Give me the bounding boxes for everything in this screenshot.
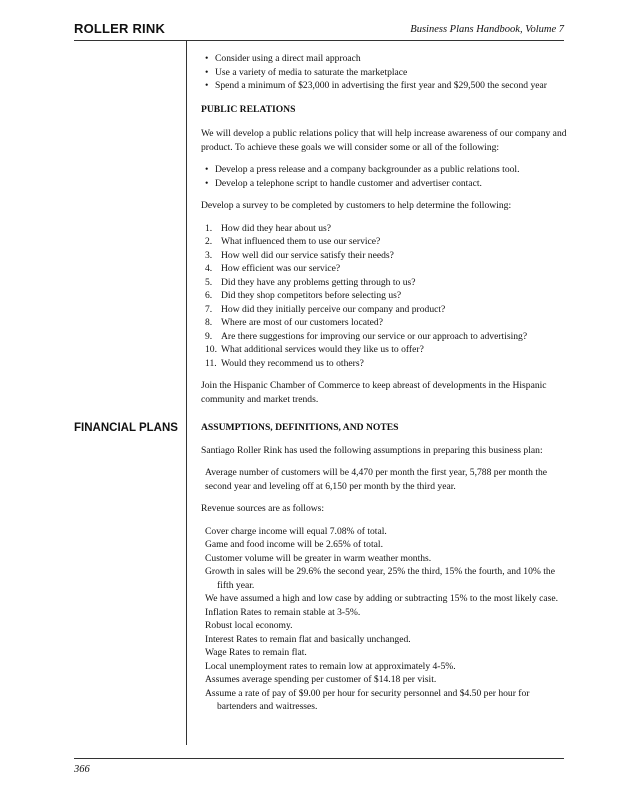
survey-intro: Develop a survey to be completed by customers to help determine the following: [201,200,512,211]
assumption-list [201,525,571,714]
list-item: • Consider using a direct mail approach [201,52,571,66]
list-item: Game and food income will be 2.65% of total. [205,539,383,550]
list-item [201,276,571,290]
list-number: 3. [205,249,213,261]
column-divider [186,40,187,745]
list-item: Growth in sales will be 29.6% the second year, 25% the third, 15% the fourth, and 10% the fifth year. [205,566,555,591]
list-text: What influenced them to use our service? [221,236,381,247]
list-number: 4. [205,263,213,274]
list-item: Assume a rate of pay of $9.00 per hour for security personnel and $4.50 per hour for bartenders and waitresses. [205,687,530,712]
revenue-intro: Revenue sources are as follows: [201,503,325,514]
list-item [201,289,571,303]
list-item: Customer volume will be greater in warm weather months. [205,552,432,564]
list-item: • Develop a telephone script to handle customer and advertiser contact. [201,177,571,191]
list-number: 1. [205,222,213,234]
list-item [201,235,571,249]
list-item [201,249,571,263]
main-column-financial [201,421,571,714]
list-text: What additional services would they like us to offer? [221,344,424,355]
list-text: Did they have any problems getting through to us? [221,276,416,288]
list-item [201,316,571,330]
list-item: Local unemployment rates to remain low at approximately 4-5%. [205,660,456,672]
list-text: Would they recommend us to others? [221,357,364,369]
public-relations-closing: Join the Hispanic Chamber of Commerce to keep abreast of developments in the Hispanic community and market trends. [201,380,547,405]
public-relations-heading: PUBLIC RELATIONS [201,103,296,115]
list-item [201,262,571,276]
list-number: 2. [205,236,213,247]
main-column-top [201,52,571,406]
public-relations-intro: We will develop a public relations policy that will help increase awareness of our company and product. To achieve these goals we will consider some or all of the following: [201,128,567,153]
list-item: Wage Rates to remain flat. [205,647,307,658]
list-item [201,222,571,236]
list-item: Assumes average spending per customer of $14.18 per visit. [205,674,437,685]
running-header-title: ROLLER RINK [74,21,166,36]
list-item: Cover charge income will equal 7.08% of total. [205,525,387,537]
list-item: Interest Rates to remain flat and basically unchanged. [205,633,411,645]
list-item: • Spend a minimum of $23,000 in advertising the first year and $29,500 the second year [201,79,571,93]
public-relations-bullet-list [201,163,571,190]
customer-forecast: Average number of customers will be 4,470 per month the first year, 5,788 per month the second year and leveling off at 6,150 per month by the third year. [205,467,548,492]
list-text: Are there suggestions for improving our service or our approach to advertising? [221,330,528,342]
list-item [201,343,571,357]
list-item: • Develop a press release and a company backgrounder as a public relations tool. [201,163,571,177]
footer-rule [74,758,564,759]
list-number: 9. [205,330,213,342]
list-number: 5. [205,276,213,288]
running-header-book-title: Business Plans Handbook, Volume 7 [410,24,564,35]
assumptions-heading: ASSUMPTIONS, DEFINITIONS, AND NOTES [201,422,399,433]
list-number: 8. [205,317,213,328]
list-text: How did they hear about us? [221,222,332,234]
list-number: 6. [205,290,213,301]
list-item: Inflation Rates to remain stable at 3-5%. [205,606,361,618]
advertising-bullet-list [201,52,571,93]
list-number: 7. [205,303,213,315]
list-text: Did they shop competitors before selecting us? [221,290,402,301]
page-number: 366 [74,764,90,775]
section-heading-financial-plans: FINANCIAL PLANS [74,422,178,434]
list-item [201,357,571,371]
list-item [201,330,571,344]
header-rule [74,40,564,41]
list-text: How well did our service satisfy their needs? [221,249,394,261]
list-item [201,303,571,317]
assumptions-intro: Santiago Roller Rink has used the following assumptions in preparing this business plan: [201,444,543,456]
list-text: How did they initially perceive our company and product? [221,303,446,315]
list-number: 10. [205,344,217,355]
list-number: 11. [205,357,217,369]
list-text: How efficient was our service? [221,263,341,274]
list-item: We have assumed a high and low case by adding or subtracting 15% to the most likely case. [205,593,559,604]
list-item: Robust local economy. [205,620,293,631]
survey-question-list [201,222,571,371]
list-text: Where are most of our customers located? [221,317,383,328]
list-item: • Use a variety of media to saturate the marketplace [201,66,571,80]
